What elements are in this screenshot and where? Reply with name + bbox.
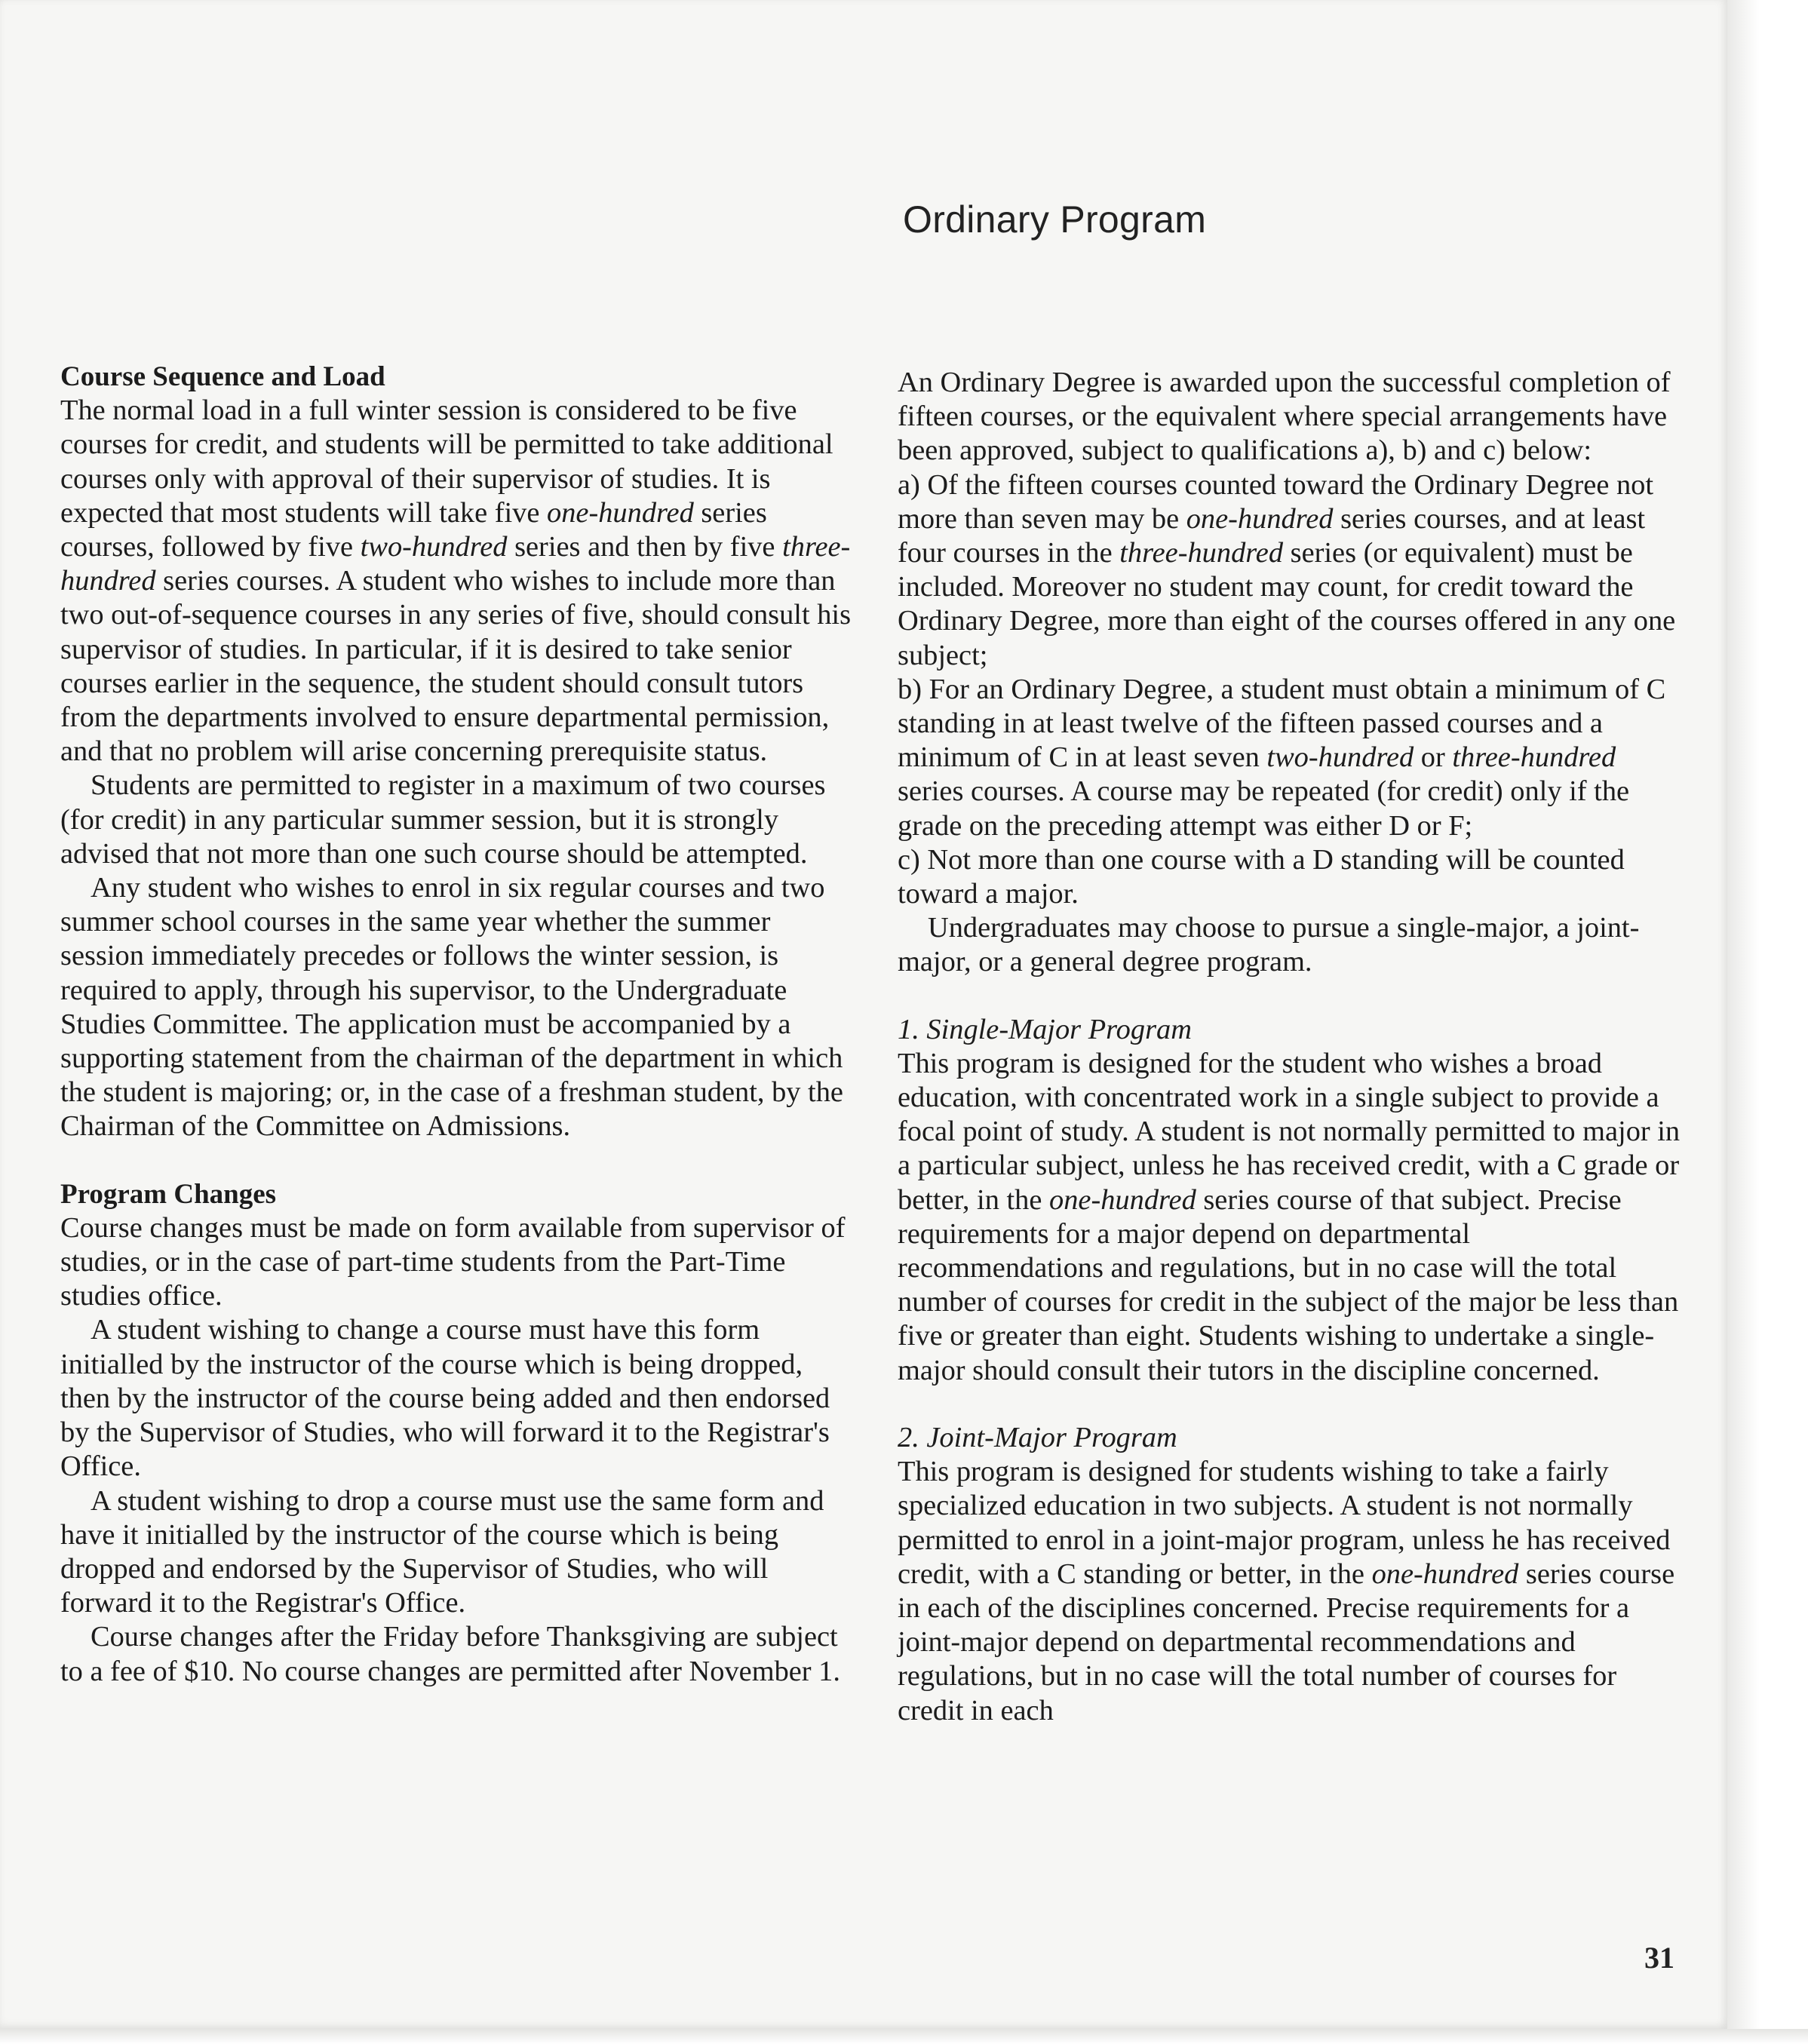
- paragraph: Course changes after the Friday before Thanksgiving are subject to a fee of $10. No course changes are permitted after November 1.: [60, 1621, 840, 1687]
- text-run: series course of that subject. Precise requirements for a major depend on departmental recommendations and regulations, but in no case will the total number of courses for credit in the subject of the major be less than five or greater than eight. Students wishing to undertake a single-major should consult their tutors in the discipline concerned.: [898, 1183, 1679, 1386]
- paragraph: Students are permitted to register in a maximum of two courses (for credit) in any particular summer session, but it is strongly advised that not more than one such course should be attempted.: [60, 769, 826, 870]
- paragraph: [898, 1455, 1682, 1728]
- paragraph: A student wishing to drop a course must use the same form and have it initialled by the instructor of the course which is being dropped and endorsed by the Supervisor of Studies, who will forward it to the Registrar's Office.: [60, 1484, 824, 1619]
- text-run: This program is designed for students wishing to take a fairly specialized education in two subjects. A student is not normally permitted to enrol in a joint-major program, unless he has received credit, with a C standing or better, in the: [898, 1456, 1671, 1590]
- italic-term: two-hundred: [1266, 741, 1414, 774]
- paragraph: [898, 1047, 1682, 1388]
- text-run: series courses. A student who wishes to include more than two out-of-sequence courses in any series of five, should consult his supervisor of studies. In particular, if it is desired to take senior courses earlier in the sequence, the student should consult tutors from the departments involved to ensure departmental permission, and that no problem will arise concerning prerequisite status.: [60, 565, 852, 768]
- italic-term: one-hundred: [1186, 502, 1334, 535]
- scan-edge-bottom: [0, 2029, 1808, 2044]
- text-run: series (or equivalent) must be included. Moreover no student may count, for credit toward the Ordinary Degree, more than eight of the courses offered in any one subject;: [898, 537, 1676, 671]
- paragraph: Any student who wishes to enrol in six regular courses and two summer school courses in the same year whether the summer session immediately precedes or follows the winter session, is required to apply, through his supervisor, to the Undergraduate Studies Committee. The application must be accompanied by a supporting statement from the chairman of the department in which the student is majoring; or, in the case of a freshman student, by the Chairman of the Committee on Admissions.: [60, 872, 843, 1143]
- italic-term: three-hundred: [1452, 741, 1616, 774]
- italic-term: one-hundred: [1371, 1558, 1519, 1590]
- text-run: The normal load in a full winter session is considered to be five courses for credit, and students will be permitted to take additional courses only with approval of their supervisor of studies. It is expected that most students will take five: [60, 394, 833, 529]
- italic-term: two-hundred: [360, 531, 508, 563]
- paragraph: [60, 394, 852, 769]
- text-run: series and then by five: [507, 531, 783, 563]
- left-column: [60, 360, 852, 1689]
- italic-term: one-hundred: [1049, 1183, 1196, 1216]
- subsection-heading-joint-major: 2. Joint-Major Program: [898, 1421, 1177, 1453]
- subsection-heading-single-major: 1. Single-Major Program: [898, 1013, 1192, 1045]
- text-run: series courses, followed by five: [60, 496, 767, 563]
- text-run: series courses. A course may be repeated (for credit) only if the grade on the preceding attempt was either D or F;: [898, 775, 1630, 842]
- italic-term: one-hundred: [547, 496, 694, 529]
- paragraph: An Ordinary Degree is awarded upon the successful completion of fifteen courses, or the equivalent where special arrangements have been approved, subject to qualifications a), b) and c) below:: [898, 367, 1671, 467]
- text-run: series courses, and at least four courses in the: [898, 502, 1646, 569]
- italic-term: three-hundred: [1119, 537, 1284, 569]
- scan-edge-right: [1727, 0, 1808, 2044]
- text-run: series course in each of the disciplines concerned. Precise requirements for a joint-major depend on departmental recommendations and regulations, but in no case will the total number of courses for credit in each: [898, 1558, 1675, 1726]
- text-run: This program is designed for the student who wishes a broad education, with concentrated work in a single subject to provide a focal point of study. A student is not normally permitted to major in a particular subject, unless he has received credit, with a C grade or better, in the: [898, 1047, 1681, 1216]
- list-item-b: [898, 673, 1682, 843]
- section-heading-course-sequence: Course Sequence and Load: [60, 361, 385, 392]
- text-run: a) Of the fifteen courses counted toward the Ordinary Degree not more than seven may be: [898, 468, 1654, 535]
- paragraph: Undergraduates may choose to pursue a single-major, a joint-major, or a general degree program.: [898, 912, 1640, 978]
- page-number: 31: [1644, 1941, 1674, 1975]
- paragraph: Course changes must be made on form available from supervisor of studies, or in the case of part-time students from the Part-Time studies office.: [60, 1211, 846, 1312]
- right-column: [898, 366, 1682, 1728]
- paragraph: A student wishing to change a course must have this form initialled by the instructor of the course which is being dropped, then by the instructor of the course being added and then endorsed by the Supervisor of Studies, who will forward it to the Registrar's Office.: [60, 1314, 830, 1483]
- italic-term: three-hundred: [60, 531, 851, 597]
- section-heading-program-changes: Program Changes: [60, 1178, 277, 1210]
- list-item-a: [898, 468, 1682, 673]
- text-run: b) For an Ordinary Degree, a student must obtain a minimum of C standing in at least twelve of the fifteen passed courses and a minimum of C in at least seven: [898, 673, 1666, 774]
- list-item-c: c) Not more than one course with a D standing will be counted toward a major.: [898, 843, 1625, 910]
- text-run: or: [1414, 741, 1453, 774]
- page-title: Ordinary Program: [903, 198, 1207, 241]
